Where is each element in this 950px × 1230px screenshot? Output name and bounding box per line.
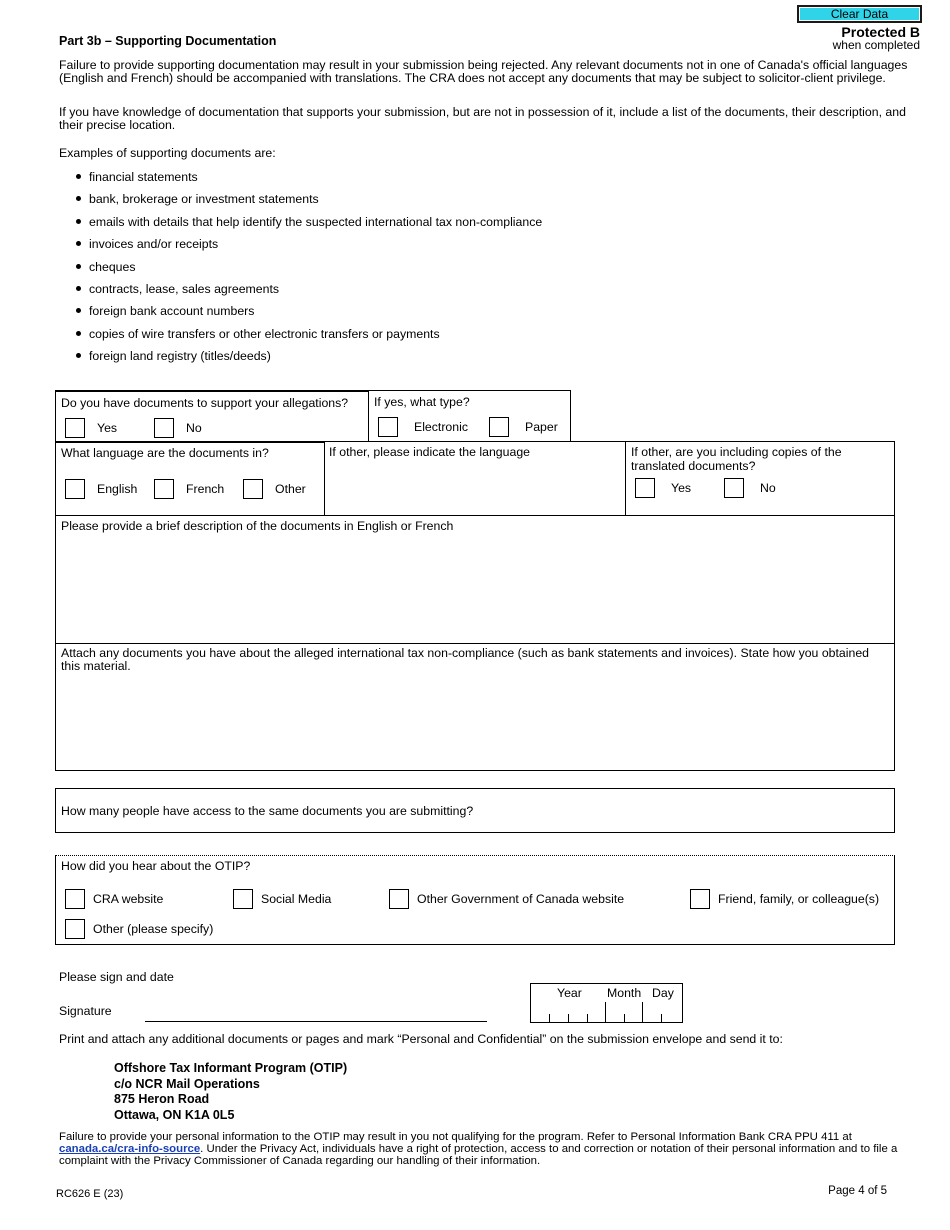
list-item: emails with details that help identify the suspected international tax non-compliance: [59, 213, 542, 235]
translated-no-checkbox[interactable]: [724, 478, 744, 498]
list-item: foreign land registry (titles/deeds): [59, 347, 542, 369]
attach-label: Attach any documents you have about the alleged international tax non-compliance (such as bank statements and invoices). State how you obtained this material.: [61, 646, 869, 673]
access-box: [55, 788, 895, 833]
print-instruction: Print and attach any additional documents or pages and mark “Personal and Confidential” on the submission envelope and send it to:: [59, 1032, 783, 1046]
date-tick: [549, 1014, 550, 1022]
otip-source-box: [55, 855, 895, 945]
date-divider: [642, 1002, 643, 1022]
page-number: Page 4 of 5: [828, 1185, 887, 1197]
source-other-checkbox[interactable]: [65, 919, 85, 939]
date-year-label: Year: [557, 986, 582, 1000]
translated-no-label: No: [760, 481, 776, 495]
type-electronic-label: Electronic: [414, 420, 468, 434]
source-cra-website-label: CRA website: [93, 892, 164, 906]
clear-data-button[interactable]: Clear Data: [797, 5, 922, 23]
address-line: c/o NCR Mail Operations: [114, 1076, 260, 1091]
document-type-box: [368, 390, 571, 442]
date-box[interactable]: [530, 983, 683, 1023]
form-number: RC626 E (23): [56, 1188, 124, 1200]
protected-label: Protected B: [841, 24, 920, 40]
source-friend-label: Friend, family, or colleague(s): [718, 892, 880, 906]
list-item: invoices and/or receipts: [59, 235, 542, 257]
language-question-box: [55, 441, 325, 516]
language-english-checkbox[interactable]: [65, 479, 85, 499]
intro-paragraph-3: Examples of supporting documents are:: [59, 146, 276, 160]
date-month-label: Month: [607, 986, 642, 1000]
documents-yes-checkbox[interactable]: [65, 418, 85, 438]
date-tick: [587, 1014, 588, 1022]
access-label: How many people have access to the same documents you are submitting?: [61, 804, 474, 818]
source-other-gc-checkbox[interactable]: [389, 889, 409, 909]
translated-question-box: [625, 441, 895, 516]
examples-list: [59, 168, 542, 370]
documents-no-label: No: [186, 421, 202, 435]
source-friend-checkbox[interactable]: [690, 889, 710, 909]
source-other-label: Other (please specify): [93, 922, 214, 936]
language-other-checkbox[interactable]: [243, 479, 263, 499]
other-language-input[interactable]: [328, 463, 622, 511]
privacy-text-before: Failure to provide your personal information to the OTIP may result in you not qualifying for the program. Refer to Personal Information Bank CRA PPU 411 at: [59, 1131, 852, 1143]
date-tick: [661, 1014, 662, 1022]
list-item: cheques: [59, 258, 542, 280]
protected-notice: [833, 26, 920, 52]
source-social-media-checkbox[interactable]: [233, 889, 253, 909]
address-line: Ottawa, ON K1A 0L5: [114, 1107, 235, 1122]
documents-question-box: [55, 390, 369, 442]
attach-box: [55, 643, 895, 771]
translated-question-label: If other, are you including copies of the translated documents?: [631, 445, 842, 473]
description-label: Please provide a brief description of the documents in English or French: [61, 519, 454, 533]
attach-textarea[interactable]: [60, 678, 890, 766]
intro-paragraph-2: If you have knowledge of documentation that supports your submission, but are not in possession of it, include a list of the documents, their description, and their precise location.: [59, 105, 906, 132]
date-tick: [568, 1014, 569, 1022]
date-tick: [624, 1014, 625, 1022]
language-french-checkbox[interactable]: [154, 479, 174, 499]
date-divider: [605, 1002, 606, 1022]
address-line: Offshore Tax Informant Program (OTIP): [114, 1061, 348, 1075]
list-item: copies of wire transfers or other electronic transfers or payments: [59, 325, 542, 347]
privacy-text-after: . Under the Privacy Act, individuals have a right of protection, access to and correction or notation of their personal information and to file a complaint with the Privacy Commissioner of Canada regarding our handling of their information.: [59, 1143, 898, 1168]
mailing-address: [114, 1061, 347, 1123]
translated-yes-checkbox[interactable]: [635, 478, 655, 498]
date-day-label: Day: [652, 986, 674, 1000]
language-question-label: What language are the documents in?: [61, 446, 269, 460]
language-english-label: English: [97, 482, 138, 496]
document-type-label: If yes, what type?: [374, 395, 470, 409]
documents-yes-label: Yes: [97, 421, 118, 435]
list-item: foreign bank account numbers: [59, 302, 542, 324]
type-paper-label: Paper: [525, 420, 558, 434]
signature-line[interactable]: [145, 1021, 487, 1022]
otip-source-label: How did you hear about the OTIP?: [61, 859, 251, 873]
list-item: financial statements: [59, 168, 542, 190]
type-paper-checkbox[interactable]: [489, 417, 509, 437]
when-completed-label: when completed: [832, 38, 920, 52]
source-social-media-label: Social Media: [261, 892, 332, 906]
translated-yes-label: Yes: [671, 481, 692, 495]
description-box: [55, 515, 895, 644]
cra-info-source-link[interactable]: canada.ca/cra-info-source: [59, 1143, 201, 1156]
documents-no-checkbox[interactable]: [154, 418, 174, 438]
language-french-label: French: [186, 482, 225, 496]
intro-paragraph-1: Failure to provide supporting documentation may result in your submission being rejected. Any relevant documents not in one of Canada's official languages (English and French) should be accompanied with translations. The CRA does not accept any documents that may be subject to solicitor-client privilege.: [59, 58, 908, 85]
other-language-box: [324, 441, 626, 516]
address-line: 875 Heron Road: [114, 1092, 210, 1106]
source-other-gc-label: Other Government of Canada website: [417, 892, 625, 906]
signature-label: Signature: [59, 1004, 112, 1018]
source-cra-website-checkbox[interactable]: [65, 889, 85, 909]
other-language-label: If other, please indicate the language: [329, 445, 531, 459]
sign-heading: Please sign and date: [59, 970, 174, 984]
access-input[interactable]: [486, 795, 886, 827]
description-textarea[interactable]: [60, 538, 890, 638]
part-title: Part 3b – Supporting Documentation: [59, 34, 277, 48]
list-item: bank, brokerage or investment statements: [59, 190, 542, 212]
language-other-label: Other: [275, 482, 306, 496]
list-item: contracts, lease, sales agreements: [59, 280, 542, 302]
documents-question-label: Do you have documents to support your allegations?: [61, 396, 349, 410]
privacy-notice: [59, 1131, 921, 1168]
type-electronic-checkbox[interactable]: [378, 417, 398, 437]
